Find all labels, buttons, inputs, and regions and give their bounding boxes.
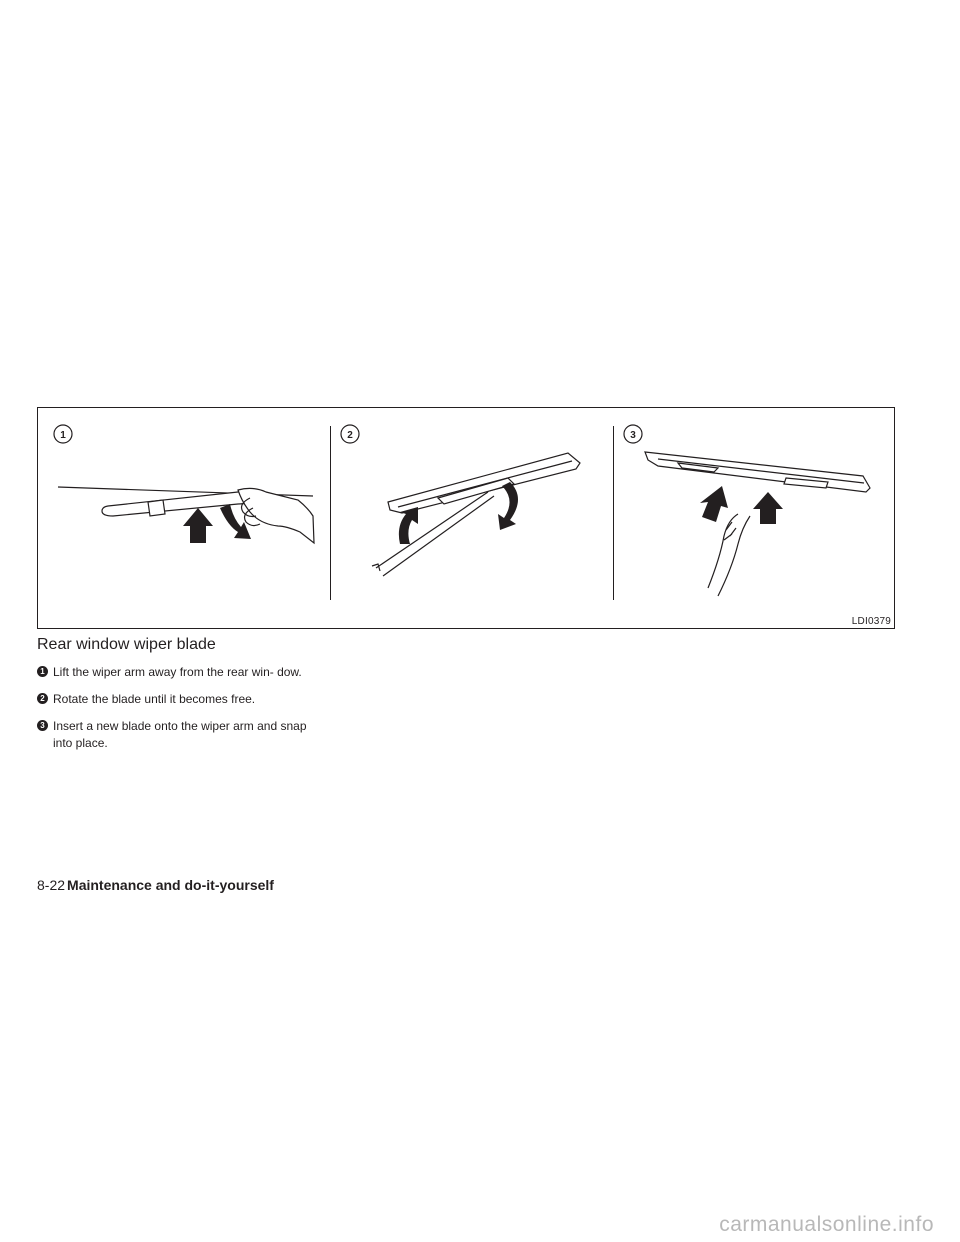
step-text: Rotate the blade until it becomes free. bbox=[53, 692, 256, 706]
panel-2-labels bbox=[347, 430, 353, 441]
page-footer bbox=[37, 877, 274, 893]
panel-3-arrows bbox=[700, 486, 783, 524]
step-number-badge: 3 bbox=[37, 720, 48, 731]
panel-divider bbox=[330, 426, 331, 600]
step-number-badge: 1 bbox=[37, 666, 48, 677]
panel-3-label: 3 bbox=[630, 430, 636, 441]
page-number: 8-22 bbox=[37, 877, 66, 893]
step-text: Lift the wiper arm away from the rear win- dow. bbox=[53, 665, 302, 679]
footer-section-name: Maintenance and do-it-yourself bbox=[67, 877, 274, 893]
panel-1-label: 1 bbox=[60, 430, 66, 441]
panel-1-arrows bbox=[183, 504, 251, 543]
section-heading: Rear window wiper blade bbox=[37, 636, 216, 653]
step-item bbox=[37, 691, 322, 708]
panel-divider bbox=[613, 426, 614, 600]
steps-list bbox=[37, 664, 322, 762]
panel-3-labels bbox=[630, 430, 636, 441]
step-item bbox=[37, 718, 322, 752]
panel-2-drawing bbox=[341, 425, 580, 576]
figure-id: LDI0379 bbox=[851, 616, 891, 627]
step-text: Insert a new blade onto the wiper arm and snap into place. bbox=[53, 719, 307, 750]
panel-1-labels bbox=[60, 430, 66, 441]
wiper-illustration-drawing bbox=[38, 408, 896, 630]
step-number-badge: 2 bbox=[37, 693, 48, 704]
step-item bbox=[37, 664, 322, 681]
wiper-illustration bbox=[37, 407, 895, 629]
panel-3-drawing bbox=[624, 425, 870, 596]
watermark: carmanualsonline.info bbox=[719, 1213, 934, 1236]
panel-2-label: 2 bbox=[347, 430, 353, 441]
